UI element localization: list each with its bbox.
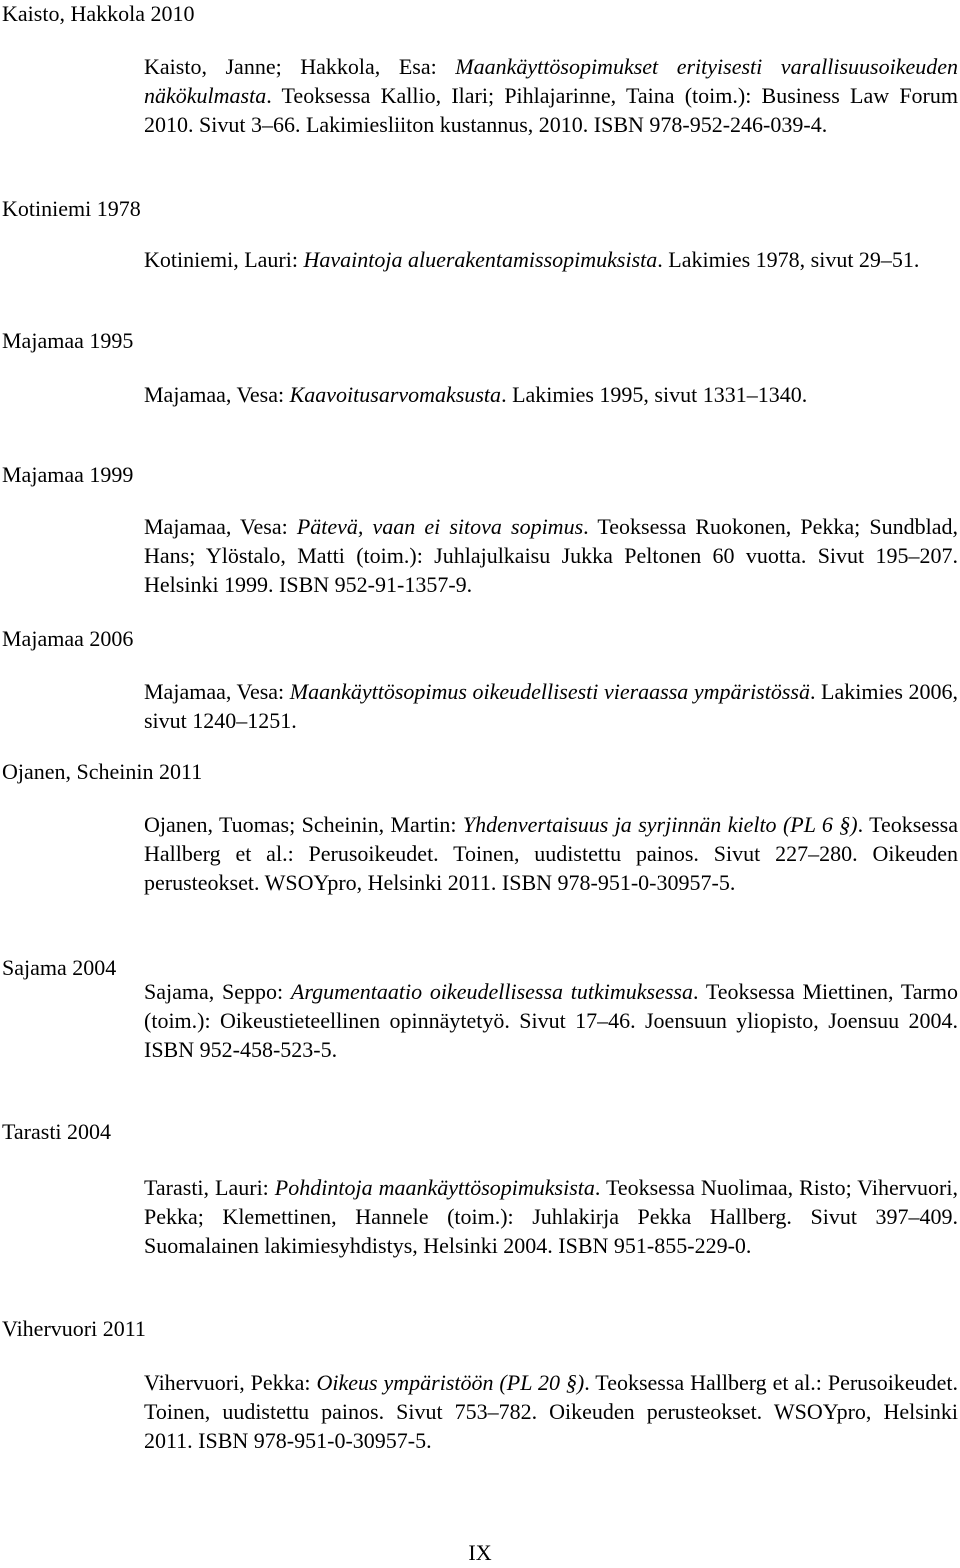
reference-title: Argumentaatio oikeudellisessa tutkimuksessa xyxy=(290,979,693,1004)
reference-authors: Majamaa, Vesa: xyxy=(144,514,297,539)
reference-authors: Kotiniemi, Lauri: xyxy=(144,247,304,272)
reference-details: . Teoksessa Miettinen, Tarmo (toim.): Oikeustieteellinen opinnäytetyö. Sivut 17–46. Joensuun yliopisto, Joensuu 2004. ISBN 952-458-523-5. xyxy=(144,979,958,1062)
reference-key-kaisto-hakkola-2010: Kaisto, Hakkola 2010 xyxy=(2,1,195,26)
reference-key-majamaa-1999: Majamaa 1999 xyxy=(2,462,134,487)
reference-authors: Tarasti, Lauri: xyxy=(144,1175,275,1200)
page-number: IX xyxy=(468,1540,492,1565)
reference-title: Maankäyttösopimus oikeudellisesti vieraassa ympäristössä xyxy=(289,679,810,704)
reference-authors: Majamaa, Vesa: xyxy=(144,382,290,407)
reference-entry-majamaa-1999 xyxy=(144,512,958,599)
reference-title: Havaintoja aluerakentamissopimuksista xyxy=(303,247,658,272)
reference-key-majamaa-2006: Majamaa 2006 xyxy=(2,626,134,651)
reference-details: . Lakimies 1995, sivut 1331–1340. xyxy=(501,382,808,407)
reference-authors: Kaisto, Janne; Hakkola, Esa: xyxy=(144,54,456,79)
reference-details: . Lakimies 2006, sivut 1240–1251. xyxy=(144,679,958,733)
reference-title: Maankäyttösopimukset erityisesti varallisuusoikeuden näkökulmasta xyxy=(144,54,958,108)
reference-title: Pätevä, vaan ei sitova sopimus xyxy=(296,514,584,539)
reference-entry-majamaa-1995 xyxy=(144,380,958,409)
reference-authors: Vihervuori, Pekka: xyxy=(144,1370,317,1395)
reference-title: Kaavoitusarvomaksusta xyxy=(289,382,502,407)
reference-key-kotiniemi-1978: Kotiniemi 1978 xyxy=(2,196,141,221)
reference-title: Yhdenvertaisuus ja syrjinnän kielto (PL 6 §) xyxy=(462,812,858,837)
reference-authors: Majamaa, Vesa: xyxy=(144,679,290,704)
reference-authors: Ojanen, Tuomas; Scheinin, Martin: xyxy=(144,812,463,837)
reference-key-sajama-2004: Sajama 2004 xyxy=(2,955,117,980)
reference-details: . Lakimies 1978, sivut 29–51. xyxy=(657,247,920,272)
reference-details: . Teoksessa Kallio, Ilari; Pihlajarinne, Taina (toim.): Business Law Forum 2010. Sivut 3–66. Lakimiesliiton kustannus, 2010. ISBN 978-952-246-039-4. xyxy=(144,83,958,137)
reference-key-ojanen-scheinin-2011: Ojanen, Scheinin 2011 xyxy=(2,759,203,784)
reference-authors: Sajama, Seppo: xyxy=(144,979,291,1004)
reference-entry-kaisto-hakkola-2010 xyxy=(144,52,958,139)
reference-entry-majamaa-2006 xyxy=(144,677,958,735)
reference-title: Pohdintoja maankäyttösopimuksista xyxy=(274,1175,595,1200)
reference-entry-tarasti-2004 xyxy=(144,1173,958,1260)
reference-key-tarasti-2004: Tarasti 2004 xyxy=(2,1119,112,1144)
reference-details: . Teoksessa Ruokonen, Pekka; Sundblad, Hans; Ylöstalo, Matti (toim.): Juhlajulkaisu Jukka Peltonen 60 vuotta. Sivut 195–207. Helsinki 1999. ISBN 952-91-1357-9. xyxy=(144,514,958,597)
reference-key-vihervuori-2011: Vihervuori 2011 xyxy=(2,1316,146,1341)
reference-details: . Teoksessa Hallberg et al.: Perusoikeudet. Toinen, uudistettu painos. Sivut 227–280. Oikeuden perusteokset. WSOYpro, Helsinki 2011. ISBN 978-951-0-30957-5. xyxy=(144,812,959,895)
reference-title: Oikeus ympäristöön (PL 20 §) xyxy=(316,1370,585,1395)
reference-details: . Teoksessa Nuolimaa, Risto; Vihervuori, Pekka; Klemettinen, Hannele (toim.): Juhlakirja Pekka Hallberg. Sivut 397–409. Suomalainen lakimiesyhdistys, Helsinki 2004. ISBN 951-855-229-0. xyxy=(144,1175,958,1258)
reference-entry-vihervuori-2011 xyxy=(144,1368,958,1455)
reference-details: . Teoksessa Hallberg et al.: Perusoikeudet. Toinen, uudistettu painos. Sivut 753–782. Oikeuden perusteokset. WSOYpro, Helsinki 2011. ISBN 978-951-0-30957-5. xyxy=(144,1370,958,1453)
reference-entry-ojanen-scheinin-2011 xyxy=(144,810,958,897)
reference-key-majamaa-1995: Majamaa 1995 xyxy=(2,328,134,353)
reference-entry-sajama-2004 xyxy=(144,977,958,1064)
reference-entry-kotiniemi-1978 xyxy=(144,245,958,274)
